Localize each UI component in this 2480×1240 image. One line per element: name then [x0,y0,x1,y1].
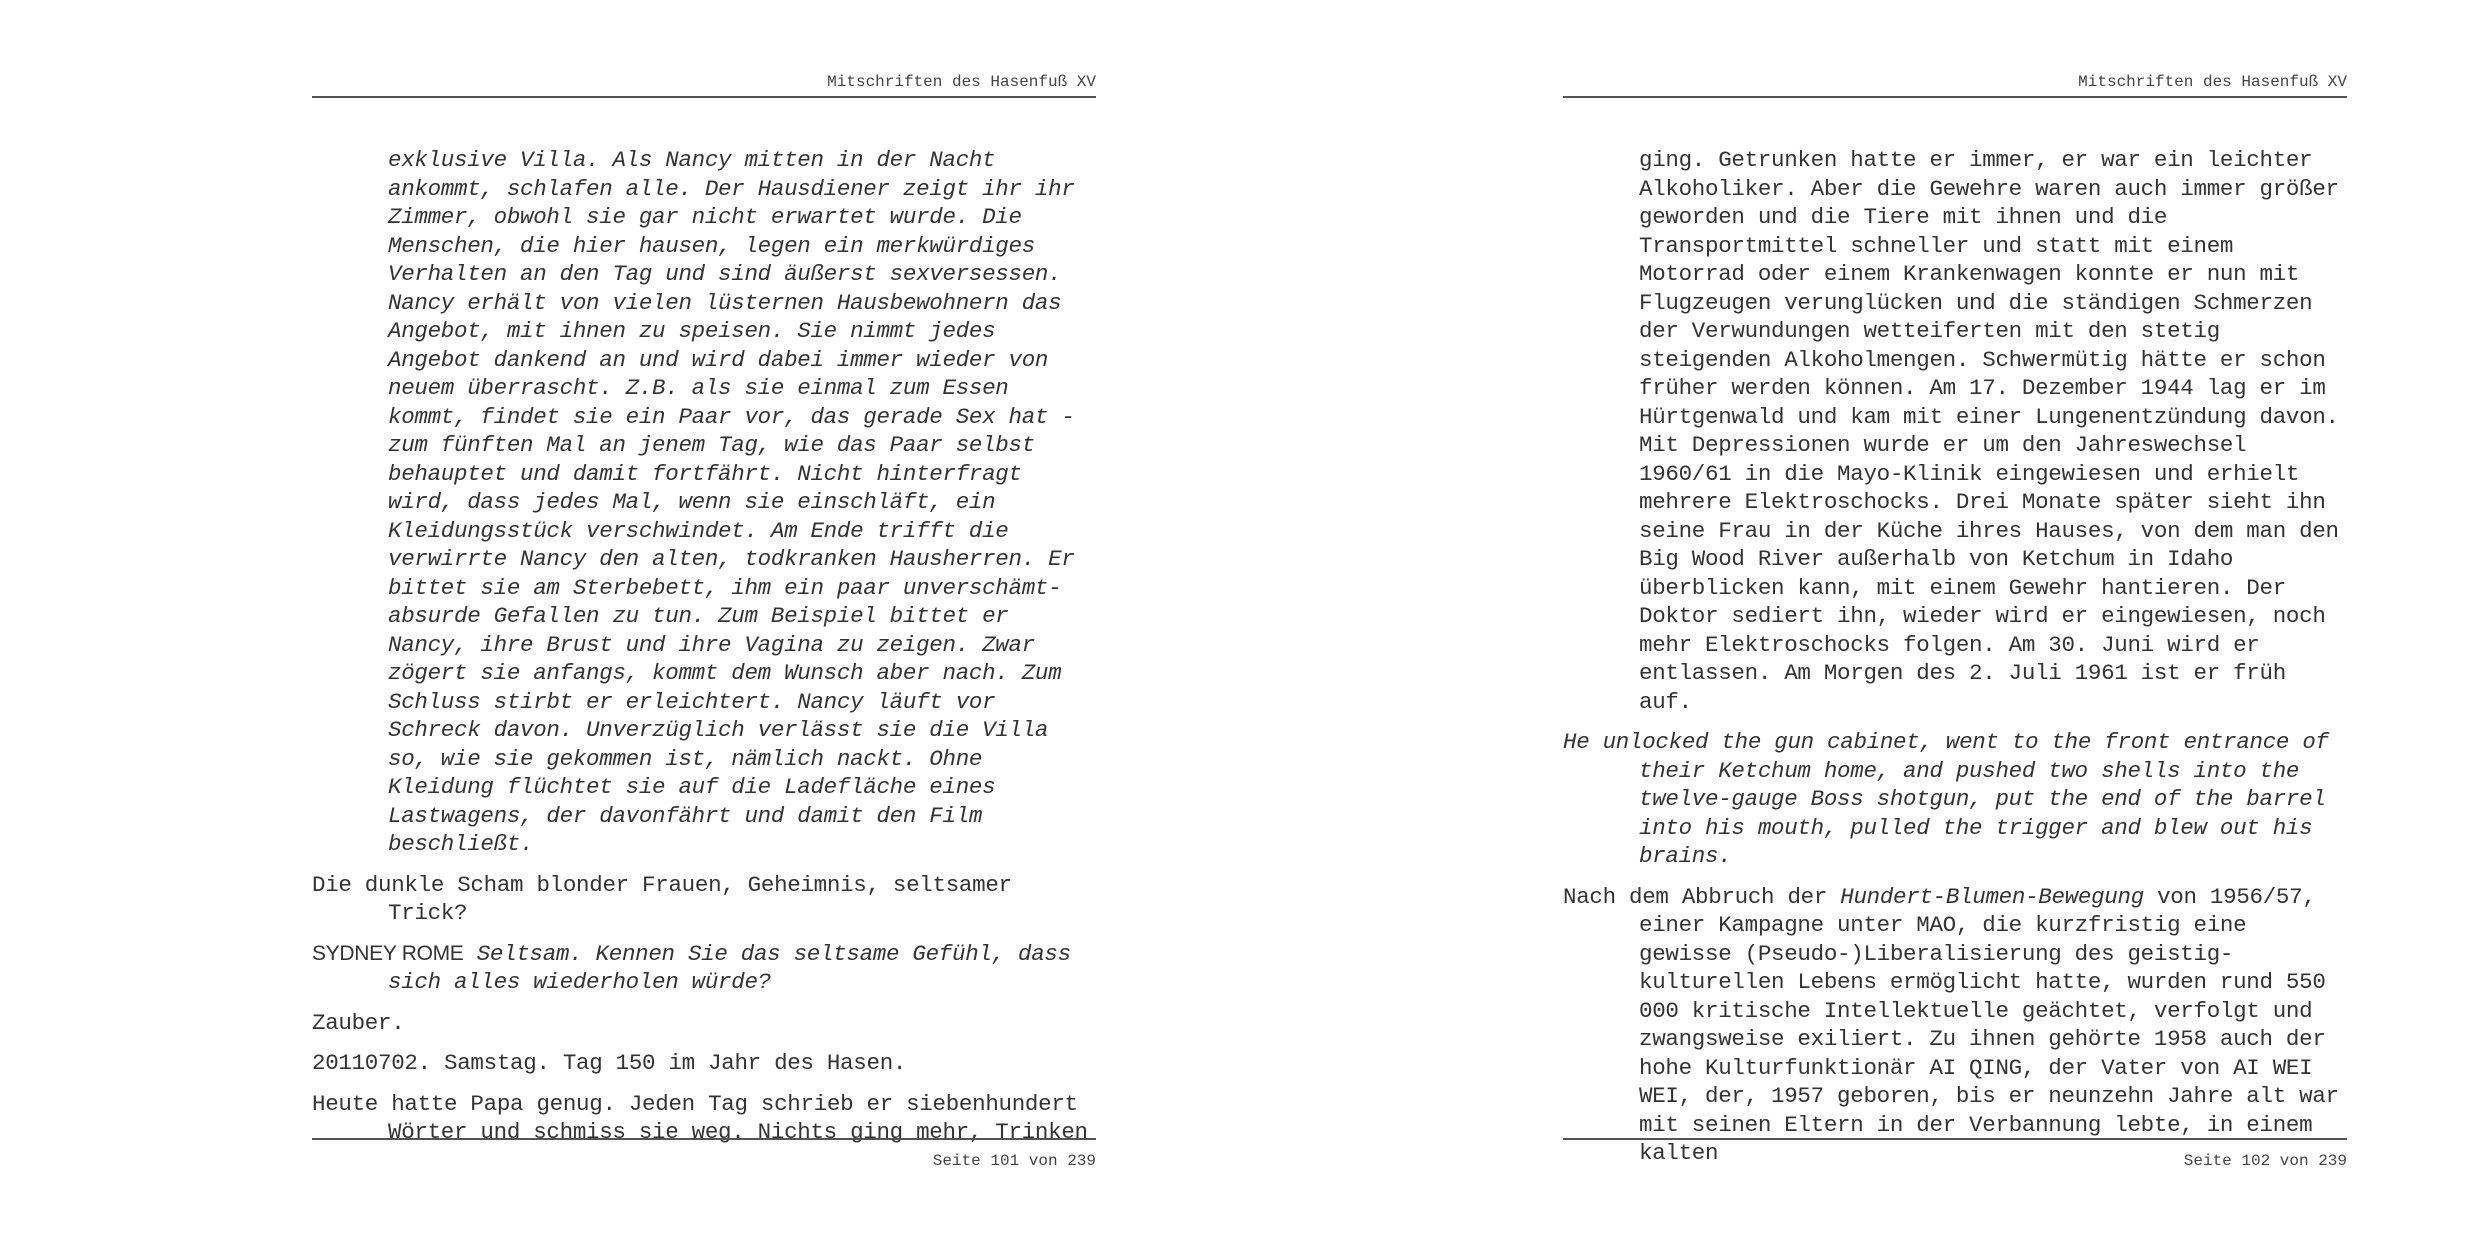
date-paragraph: 20110702. Samstag. Tag 150 im Jahr des Hasen. [312,1050,907,1076]
speaker-quote: Seltsam. Kennen Sie das seltsame Gefühl, dass sich alles wiederholen würde? [388,940,1071,995]
footer-rule [312,1138,1096,1140]
right-page [1563,0,2347,1240]
scham-paragraph: Die dunkle Scham blonder Frauen, Geheimnis, seltsamer Trick? [312,871,1012,926]
speaker-name: SYDNEY ROME [312,941,464,965]
sydney-paragraph [312,940,1096,997]
gun-paragraph: He unlocked the gun cabinet, went to the front entrance of their Ketchum home, and pushed two shells into the twelve-gauge Boss shotgun, put the end of the barrel into his mouth, pulled the trigger and blew out his brains. [1563,729,2329,869]
mao-text-end: von 1956/57, einer Kampagne unter MAO, die kurzfristig eine gewisse (Pseudo-)Liberalisierung des geistig-kulturellen Lebens ermöglicht hatte, wurden rund 550 000 kritische Intellektuelle geächtet, verfolgt und zwangsweise exiliert. Zu ihnen gehörte 1958 auch der hohe Kulturfunktionär AI QING, der Vater von AI WEI WEI, der, 1957 geboren, bis er neunzehn Jahre alt war mit seinen Eltern in der Verbannung lebte, in einem kalten [1639,883,2339,1166]
mao-text-start: Nach dem Abbruch der [1563,883,1841,910]
page-body [1563,146,2347,1180]
left-page [312,0,1096,1240]
header-rule [312,96,1096,98]
page-number: Seite 101 von 239 [932,1152,1096,1170]
page-body [312,146,1096,1159]
page-number: Seite 102 von 239 [2183,1152,2347,1170]
mao-paragraph [1563,883,2347,1168]
villa-paragraph: exklusive Villa. Als Nancy mitten in der Nacht ankommt, schlafen alle. Der Hausdiener zeigt ihr ihr Zimmer, obwohl sie gar nicht erwartet wurde. Die Menschen, die hier hausen, legen ein merkwürdiges Verhalten an den Tag und sind äußerst sexversessen. Nancy erhält von vielen lüsternen Hausbewohnern das Angebot, mit ihnen zu speisen. Sie nimmt jedes Angebot dankend an und wird dabei immer wieder von neuem überrascht. Z.B. als sie einmal zum Essen kommt, findet sie ein Paar vor, das gerade Sex hat - zum fünften Mal an jenem Tag, wie das Paar selbst behauptet und damit fortfährt. Nicht hinterfragt wird, dass jedes Mal, wenn sie einschläft, ein Kleidungsstück verschwindet. Am Ende trifft die verwirrte Nancy den alten, todkranken Hausherren. Er bittet sie am Sterbebett, ihm ein paar unverschämt-absurde Gefallen zu tun. Zum Beispiel bittet er Nancy, ihre Brust und ihre Vagina zu zeigen. Zwar zögert sie anfangs, kommt dem Wunsch aber nach. Zum Schluss stirbt er erleichtert. Nancy läuft vor Schreck davon. Unverzüglich verlässt sie die Villa so, wie sie gekommen ist, nämlich nackt. Ohne Kleidung flüchtet sie auf die Ladefläche eines Lastwagens, der davonfährt und damit den Film beschließt. [388,147,1075,857]
alkohol-paragraph: ging. Getrunken hatte er immer, er war ein leichter Alkoholiker. Aber die Gewehre waren auch immer größer geworden und die Tiere mit ihnen und die Transportmittel schneller und statt mit einem Motorrad oder einem Krankenwagen konnte er nun mit Flugzeugen verunglücken und die ständigen Schmerzen der Verwundungen wetteiferten mit den stetig steigenden Alkoholmengen. Schwermütig hätte er schon früher werden können. Am 17. Dezember 1944 lag er im Hürtgenwald und kam mit einer Lungenentzündung davon. Mit Depressionen wurde er um den Jahreswechsel 1960/61 in die Mayo-Klinik eingewiesen und erhielt mehrere Elektroschocks. Drei Monate später sieht ihn seine Frau in der Küche ihres Hauses, von dem man den Big Wood River außerhalb von Ketchum in Idaho überblicken kann, mit einem Gewehr hantieren. Der Doktor sediert ihn, wieder wird er eingewiesen, noch mehr Elektroschocks folgen. Am 30. Juni wird er entlassen. Am Morgen des 2. Juli 1961 ist er früh auf. [1639,147,2339,715]
mao-emphasis: Hundert-Blumen-Bewegung [1840,883,2144,910]
zauber-paragraph: Zauber. [312,1009,405,1036]
footer-rule [1563,1138,2347,1140]
papa-paragraph: Heute hatte Papa genug. Jeden Tag schrieb er siebenhundert Wörter und schmiss sie weg. Nichts ging mehr, Trinken [312,1090,1088,1145]
header-rule [1563,96,2347,98]
page-header: Mitschriften des Hasenfuß XV [827,73,1096,91]
page-header: Mitschriften des Hasenfuß XV [2078,73,2347,91]
